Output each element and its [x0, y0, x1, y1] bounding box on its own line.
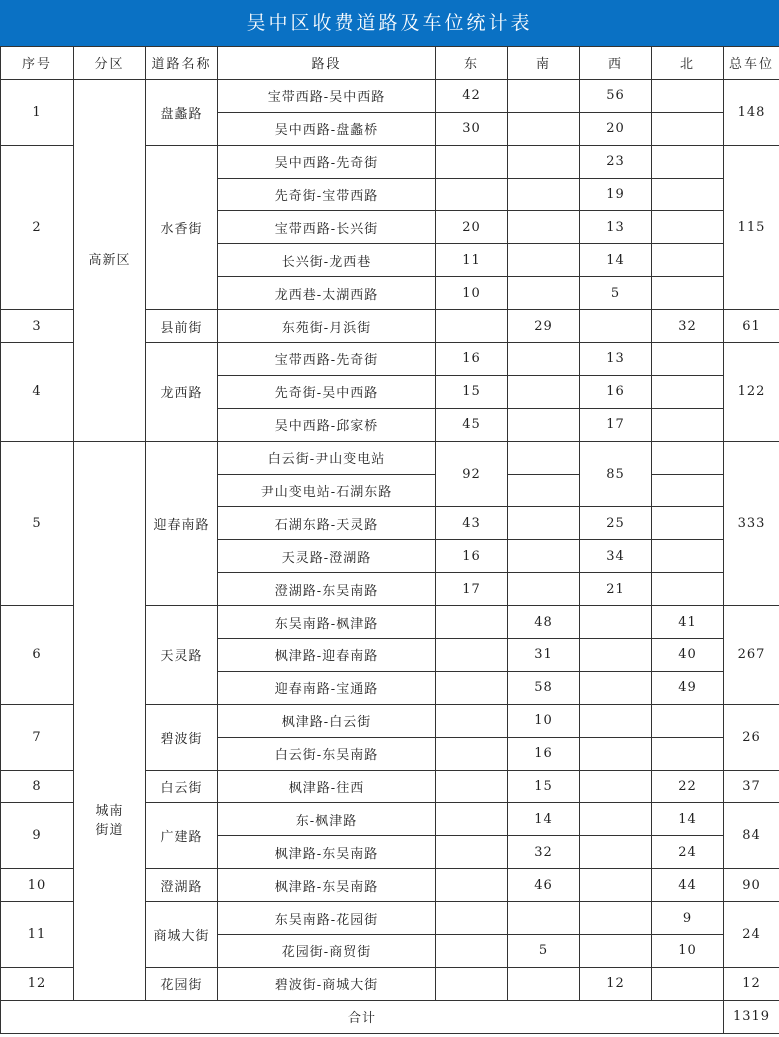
- west-cell: [580, 803, 652, 836]
- section-cell: 碧波街-商城大街: [218, 967, 436, 1000]
- east-cell: [436, 145, 508, 178]
- section-cell: 白云街-东吴南路: [218, 737, 436, 770]
- north-cell: 41: [652, 606, 724, 639]
- east-cell: [436, 770, 508, 803]
- west-cell: 34: [580, 540, 652, 573]
- seq-cell: 7: [1, 704, 74, 770]
- west-cell: [580, 310, 652, 343]
- west-cell: 23: [580, 145, 652, 178]
- section-cell: 枫津路-白云街: [218, 704, 436, 737]
- east-cell: 42: [436, 79, 508, 112]
- district-cell: [74, 441, 146, 1000]
- north-cell: [652, 178, 724, 211]
- section-cell: 枫津路-迎春南路: [218, 639, 436, 672]
- south-cell: 48: [508, 606, 580, 639]
- east-cell: [436, 902, 508, 935]
- header-section: 路段: [218, 47, 436, 80]
- south-cell: [508, 902, 580, 935]
- west-cell: 85: [580, 441, 652, 507]
- west-cell: 20: [580, 112, 652, 145]
- east-cell: [436, 606, 508, 639]
- north-cell: 10: [652, 935, 724, 968]
- road-name-cell: 天灵路: [146, 606, 218, 705]
- south-cell: [508, 474, 580, 507]
- north-cell: 44: [652, 869, 724, 902]
- north-cell: 32: [652, 310, 724, 343]
- total-cell: 84: [724, 803, 779, 869]
- section-cell: 天灵路-澄湖路: [218, 540, 436, 573]
- south-cell: 15: [508, 770, 580, 803]
- south-cell: [508, 540, 580, 573]
- south-cell: 46: [508, 869, 580, 902]
- north-cell: [652, 211, 724, 244]
- north-cell: [652, 474, 724, 507]
- west-cell: [580, 869, 652, 902]
- south-cell: 5: [508, 935, 580, 968]
- west-cell: [580, 671, 652, 704]
- footer-total: 1319: [724, 1000, 779, 1033]
- east-cell: [436, 639, 508, 672]
- west-cell: 21: [580, 573, 652, 606]
- footer-row: [1, 1000, 779, 1033]
- east-cell: 30: [436, 112, 508, 145]
- total-cell: 24: [724, 902, 779, 968]
- section-cell: 白云街-尹山变电站: [218, 441, 436, 474]
- south-cell: [508, 277, 580, 310]
- total-cell: 122: [724, 343, 779, 442]
- north-cell: [652, 704, 724, 737]
- west-cell: [580, 606, 652, 639]
- east-cell: [436, 803, 508, 836]
- north-cell: [652, 244, 724, 277]
- west-cell: [580, 737, 652, 770]
- south-cell: [508, 967, 580, 1000]
- east-cell: 45: [436, 408, 508, 441]
- north-cell: 49: [652, 671, 724, 704]
- north-cell: [652, 540, 724, 573]
- south-cell: 16: [508, 737, 580, 770]
- north-cell: [652, 145, 724, 178]
- section-cell: 东吴南路-花园街: [218, 902, 436, 935]
- header-east: 东: [436, 47, 508, 80]
- south-cell: [508, 178, 580, 211]
- east-cell: [436, 935, 508, 968]
- west-cell: 13: [580, 343, 652, 376]
- south-cell: [508, 573, 580, 606]
- seq-cell: 1: [1, 79, 74, 145]
- east-cell: [436, 671, 508, 704]
- road-name-cell: 白云街: [146, 770, 218, 803]
- north-cell: [652, 375, 724, 408]
- table-row: [1, 79, 779, 112]
- east-cell: 10: [436, 277, 508, 310]
- total-cell: 148: [724, 79, 779, 145]
- section-cell: 吴中西路-邱家桥: [218, 408, 436, 441]
- south-cell: [508, 441, 580, 474]
- section-cell: 东苑街-月浜街: [218, 310, 436, 343]
- north-cell: [652, 277, 724, 310]
- seq-cell: 4: [1, 343, 74, 442]
- section-cell: 枫津路-往西: [218, 770, 436, 803]
- seq-cell: 5: [1, 441, 74, 605]
- south-cell: 10: [508, 704, 580, 737]
- footer-label: 合计: [1, 1000, 724, 1033]
- total-cell: 267: [724, 606, 779, 705]
- seq-cell: 8: [1, 770, 74, 803]
- west-cell: [580, 639, 652, 672]
- total-cell: 12: [724, 967, 779, 1000]
- west-cell: 19: [580, 178, 652, 211]
- east-cell: 17: [436, 573, 508, 606]
- south-cell: [508, 112, 580, 145]
- east-cell: [436, 178, 508, 211]
- seq-cell: 6: [1, 606, 74, 705]
- west-cell: 25: [580, 507, 652, 540]
- district-cell: 高新区: [74, 79, 146, 441]
- east-cell: 11: [436, 244, 508, 277]
- header-row: [1, 47, 779, 80]
- road-name-cell: 迎春南路: [146, 441, 218, 605]
- section-cell: 龙西巷-太湖西路: [218, 277, 436, 310]
- section-cell: 澄湖路-东吴南路: [218, 573, 436, 606]
- road-name-cell: 水香街: [146, 145, 218, 309]
- north-cell: 22: [652, 770, 724, 803]
- north-cell: 9: [652, 902, 724, 935]
- road-name-cell: 碧波街: [146, 704, 218, 770]
- header-road: 道路名称: [146, 47, 218, 80]
- north-cell: [652, 441, 724, 474]
- section-cell: 长兴街-龙西巷: [218, 244, 436, 277]
- south-cell: [508, 375, 580, 408]
- road-name-cell: 商城大街: [146, 902, 218, 968]
- west-cell: [580, 902, 652, 935]
- section-cell: 东吴南路-枫津路: [218, 606, 436, 639]
- header-total: 总车位: [724, 47, 779, 80]
- east-cell: [436, 869, 508, 902]
- north-cell: [652, 112, 724, 145]
- north-cell: [652, 343, 724, 376]
- seq-cell: 12: [1, 967, 74, 1000]
- total-cell: 115: [724, 145, 779, 309]
- west-cell: [580, 836, 652, 869]
- south-cell: [508, 244, 580, 277]
- section-cell: 吴中西路-盘蠡桥: [218, 112, 436, 145]
- section-cell: 尹山变电站-石湖东路: [218, 474, 436, 507]
- section-cell: 枫津路-东吴南路: [218, 836, 436, 869]
- road-name-cell: 县前街: [146, 310, 218, 343]
- east-cell: 16: [436, 540, 508, 573]
- seq-cell: 3: [1, 310, 74, 343]
- seq-cell: 9: [1, 803, 74, 869]
- road-name-cell: 盘蠡路: [146, 79, 218, 145]
- east-cell: 43: [436, 507, 508, 540]
- north-cell: 24: [652, 836, 724, 869]
- parking-table: [0, 46, 779, 1034]
- north-cell: 40: [652, 639, 724, 672]
- section-cell: 石湖东路-天灵路: [218, 507, 436, 540]
- road-name-cell: 龙西路: [146, 343, 218, 442]
- north-cell: 14: [652, 803, 724, 836]
- header-north: 北: [652, 47, 724, 80]
- west-cell: 12: [580, 967, 652, 1000]
- header-west: 西: [580, 47, 652, 80]
- north-cell: [652, 507, 724, 540]
- south-cell: [508, 343, 580, 376]
- section-cell: 花园街-商贸街: [218, 935, 436, 968]
- west-cell: 5: [580, 277, 652, 310]
- header-district: 分区: [74, 47, 146, 80]
- east-cell: [436, 310, 508, 343]
- section-cell: 枫津路-东吴南路: [218, 869, 436, 902]
- seq-cell: 2: [1, 145, 74, 309]
- section-cell: 先奇街-宝带西路: [218, 178, 436, 211]
- section-cell: 吴中西路-先奇街: [218, 145, 436, 178]
- section-cell: 宝带西路-先奇街: [218, 343, 436, 376]
- west-cell: [580, 704, 652, 737]
- total-cell: 90: [724, 869, 779, 902]
- section-cell: 迎春南路-宝通路: [218, 671, 436, 704]
- south-cell: 58: [508, 671, 580, 704]
- east-cell: [436, 836, 508, 869]
- south-cell: 29: [508, 310, 580, 343]
- section-cell: 东-枫津路: [218, 803, 436, 836]
- south-cell: 14: [508, 803, 580, 836]
- east-cell: [436, 704, 508, 737]
- total-cell: 61: [724, 310, 779, 343]
- south-cell: [508, 211, 580, 244]
- south-cell: [508, 507, 580, 540]
- west-cell: 14: [580, 244, 652, 277]
- header-south: 南: [508, 47, 580, 80]
- north-cell: [652, 573, 724, 606]
- east-cell: 16: [436, 343, 508, 376]
- south-cell: [508, 408, 580, 441]
- total-cell: 37: [724, 770, 779, 803]
- west-cell: [580, 770, 652, 803]
- west-cell: 16: [580, 375, 652, 408]
- north-cell: [652, 737, 724, 770]
- seq-cell: 11: [1, 902, 74, 968]
- south-cell: 32: [508, 836, 580, 869]
- west-cell: 56: [580, 79, 652, 112]
- east-cell: [436, 737, 508, 770]
- road-name-cell: 花园街: [146, 967, 218, 1000]
- road-name-cell: 广建路: [146, 803, 218, 869]
- road-name-cell: 澄湖路: [146, 869, 218, 902]
- section-cell: 先奇街-吴中西路: [218, 375, 436, 408]
- west-cell: 13: [580, 211, 652, 244]
- south-cell: [508, 79, 580, 112]
- section-cell: 宝带西路-长兴街: [218, 211, 436, 244]
- north-cell: [652, 408, 724, 441]
- section-cell: 宝带西路-吴中西路: [218, 79, 436, 112]
- east-cell: 20: [436, 211, 508, 244]
- east-cell: 92: [436, 441, 508, 507]
- header-seq: 序号: [1, 47, 74, 80]
- west-cell: [580, 935, 652, 968]
- total-cell: 26: [724, 704, 779, 770]
- east-cell: [436, 967, 508, 1000]
- seq-cell: 10: [1, 869, 74, 902]
- south-cell: 31: [508, 639, 580, 672]
- east-cell: 15: [436, 375, 508, 408]
- total-cell: 333: [724, 441, 779, 605]
- district-label: 城南街道: [95, 803, 124, 838]
- north-cell: [652, 79, 724, 112]
- west-cell: 17: [580, 408, 652, 441]
- table-row: [1, 441, 779, 474]
- sheet-title: 吴中区收费道路及车位统计表: [0, 0, 779, 46]
- south-cell: [508, 145, 580, 178]
- north-cell: [652, 967, 724, 1000]
